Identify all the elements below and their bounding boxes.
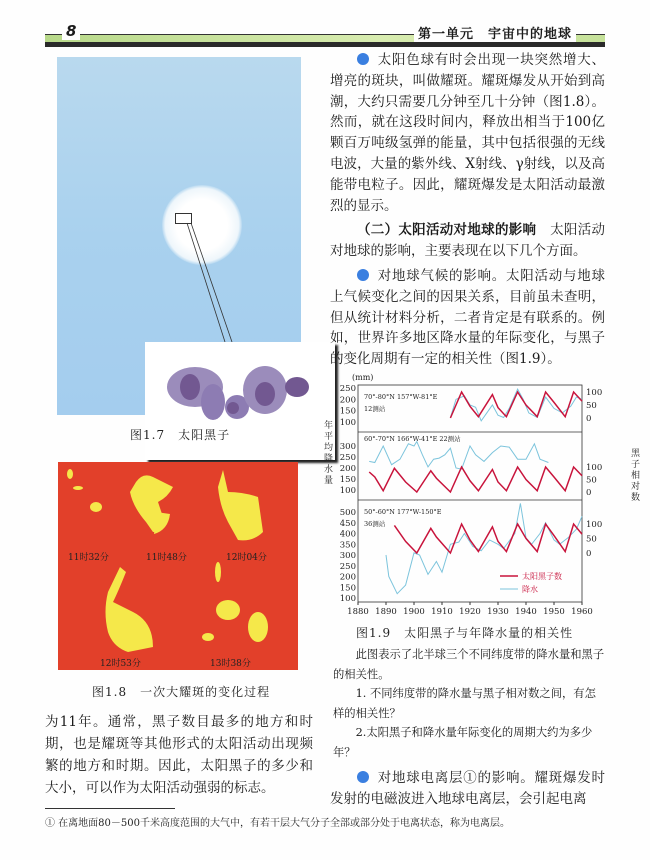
left-tick-label: 150 <box>339 583 356 594</box>
left-tick-label: 100 <box>339 486 356 496</box>
precipitation-line <box>369 442 548 470</box>
left-tick-label: 250 <box>339 453 356 463</box>
right-tick-label: 0 <box>586 549 592 559</box>
panel-region-label: 50°-60°N 177°W-150°E <box>364 508 442 516</box>
sunspot-precipitation-chart <box>320 370 650 620</box>
bullet-icon <box>357 53 369 65</box>
left-tick-label: 300 <box>339 442 356 452</box>
left-tick-label: 300 <box>339 551 356 561</box>
question-2: 2.太阳黑子和降水量年际变化的周期大约为多少年？ <box>333 726 593 759</box>
left-tick-label: 150 <box>339 406 356 417</box>
x-tick-label: 1950 <box>543 607 565 617</box>
x-tick-label: 1940 <box>515 607 537 617</box>
paragraph-text: 太阳色球有时会出现一块突然增大、增亮的斑块，叫做耀斑。耀斑爆发从开始到高潮，大约只需要几分钟至几十分钟（图1.8）。然而，就在这段时间内，释放出相当于100亿颗百万吨级氢弹的能量，其中包括很强的无线电波，大量的紫外线、X射线、γ射线，以及高能带电粒子。因此，耀斑爆发是太阳活动最激烈的显示。 <box>330 52 605 214</box>
sunspot-photo <box>57 57 301 415</box>
left-tick-label: 100 <box>339 418 356 428</box>
ionosphere-paragraph <box>330 768 605 810</box>
x-tick-label: 1900 <box>403 607 425 617</box>
left-tick-label: 350 <box>339 540 356 551</box>
plot-frame <box>358 385 582 602</box>
right-body-text <box>330 50 605 370</box>
sunspot-line <box>394 524 582 553</box>
x-tick-label: 1920 <box>459 607 481 617</box>
paragraph-text: 对地球气候的影响。太阳活动与地球上气候变化之间的因果关系，目前虽未查明，但从统计材料分析，二者肯定是有联系的。例如，世界许多地区降水量的年际变化，与黑子的变化周期有一定的相关性（图1.9）。 <box>330 267 605 368</box>
right-tick-label: 100 <box>586 388 603 398</box>
legend-label-sunspot: 太阳黑子数 <box>522 572 562 581</box>
paragraph-text: 太阳活动对地球的影响，主要表现在以下几个方面。 <box>330 222 606 260</box>
figure-1-7-caption: 图1.7 太阳黑子 <box>130 428 231 442</box>
footnote: ① 在离地面80－500千米高度范围的大气中，有若干层大气分子全部或部分处于电离状态，称为电离层。 <box>45 818 510 829</box>
flare-time-2: 11时48分 <box>146 553 187 563</box>
paragraph-text: 对地球电离层①的影响。耀斑爆发时发射的电磁波进入地球电离层，会引起电离 <box>330 770 605 807</box>
right-tick-label: 50 <box>586 475 597 486</box>
unit-label: (mm) <box>352 373 374 382</box>
flare-sequence-image <box>58 462 298 670</box>
flare-time-4: 12时53分 <box>100 659 141 669</box>
left-tick-label: 500 <box>339 508 356 518</box>
left-axis-title: 年平均降水量 <box>322 420 332 486</box>
question-1: 1. 不同纬度带的降水量与黑子相对数之间，有怎样的相关性？ <box>333 687 596 720</box>
left-body-text <box>45 711 313 799</box>
panel-region-label: 60°-70°N 166°W-41°E 22测站 <box>364 435 461 443</box>
left-tick-label: 150 <box>339 475 356 485</box>
bullet-icon <box>357 771 369 783</box>
flare-time-5: 13时38分 <box>210 659 251 669</box>
legend-label-precip: 降水 <box>522 585 538 594</box>
left-tick-label: 200 <box>339 395 356 406</box>
right-tick-label: 50 <box>586 534 597 545</box>
figure-1-9-note <box>333 645 605 762</box>
right-axis-title: 黑子相对数 <box>629 448 639 503</box>
page-number: 8 <box>62 22 80 40</box>
panel-stations-label: 36测站 <box>364 520 386 528</box>
left-tick-label: 400 <box>339 529 356 540</box>
right-tick-label: 100 <box>586 463 603 473</box>
x-tick-label: 1960 <box>571 607 593 617</box>
right-tick-label: 100 <box>586 520 603 530</box>
note-text: 此图表示了北半球三个不同纬度带的降水量和黑子的相关性。 <box>333 648 605 681</box>
left-tick-label: 200 <box>339 572 356 583</box>
x-tick-label: 1890 <box>375 607 397 617</box>
panel-stations-label: 12测站 <box>364 405 386 413</box>
panel-region-label: 70°-80°N 157°W-81°E <box>364 393 438 401</box>
flare-paragraph <box>330 50 605 216</box>
left-paragraph: 为11年。通常，黑子数目最多的地方和时期，也是耀斑等其他形式的太阳活动出现频繁的地方和时期。因此，太阳黑子的多少和大小，可以作为太阳活动强弱的标志。 <box>45 714 313 796</box>
section-paragraph <box>330 220 605 262</box>
figure-1-8-caption: 图1.8 一次大耀斑的变化过程 <box>92 685 271 699</box>
left-tick-label: 250 <box>339 384 356 394</box>
x-tick-label: 1910 <box>431 607 453 617</box>
sunspot-line <box>369 467 582 492</box>
section-heading: （二）太阳活动对地球的影响 <box>357 222 537 239</box>
bullet-icon <box>357 269 369 281</box>
flare-time-1: 11时32分 <box>68 553 109 563</box>
x-tick-label: 1880 <box>347 607 369 617</box>
left-tick-label: 100 <box>339 594 356 604</box>
right-tick-label: 0 <box>586 488 592 498</box>
left-tick-label: 450 <box>339 518 356 529</box>
unit-title: 第一单元 宇宙中的地球 <box>414 23 576 42</box>
right-tick-label: 0 <box>586 414 592 424</box>
figure-1-9-caption: 图1.9 太阳黑子与年降水量的相关性 <box>356 626 574 640</box>
footnote-divider <box>45 808 175 809</box>
left-tick-label: 250 <box>339 561 356 572</box>
right-tick-label: 50 <box>586 401 597 411</box>
x-tick-label: 1930 <box>487 607 509 617</box>
flare-time-3: 12时04分 <box>226 553 267 563</box>
climate-paragraph <box>330 266 605 370</box>
left-tick-label: 200 <box>339 464 356 474</box>
